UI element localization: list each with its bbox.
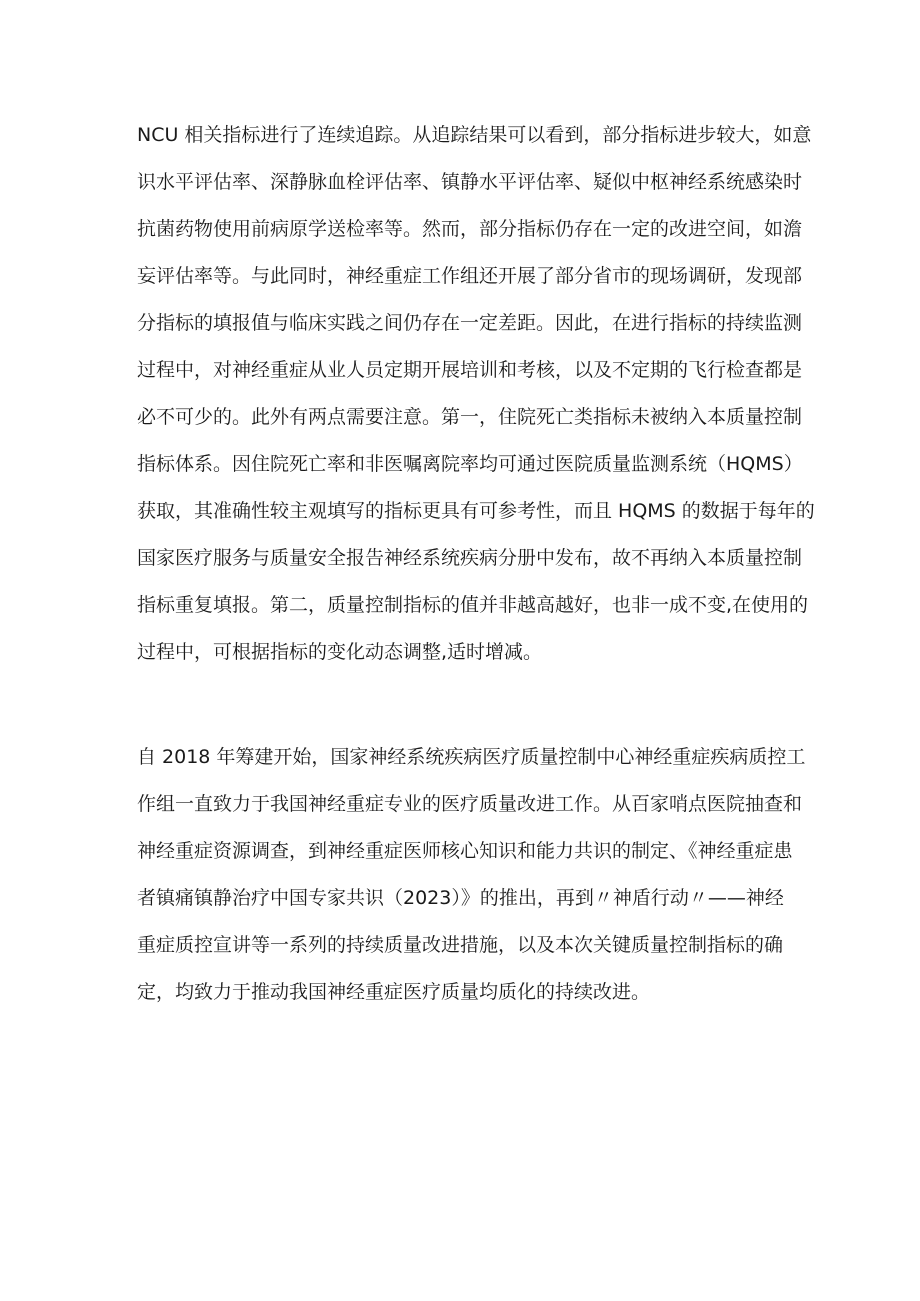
text-line: 自 2018 年筹建开始，国家神经系统疾病医疗质量控制中心神经重症疾病质控工 — [137, 746, 806, 768]
text-line: 国家医疗服务与质量安全报告神经系统疾病分册中发布，故不再纳入本质量控制 — [137, 547, 803, 569]
text-line: NCU 相关指标进行了连续追踪。从追踪结果可以看到，部分指标进步较大，如意 — [137, 124, 812, 146]
text-line: 定，均致力于推动我国神经重症医疗质量均质化的持续改进。 — [137, 981, 651, 1003]
text-line: 过程中，可根据指标的变化动态调整,适时增减。 — [137, 641, 543, 663]
text-line: 妄评估率等。与此同时，神经重症工作组还开展了部分省市的现场调研，发现部 — [137, 265, 803, 287]
text-line: 重症质控宣讲等一系列的持续质量改进措施，以及本次关键质量控制指标的确 — [137, 934, 784, 956]
text-line: 识水平评估率、深静脉血栓评估率、镇静水平评估率、疑似中枢神经系统感染时 — [137, 171, 803, 193]
paragraph-quality-improvement-summary — [137, 734, 837, 1016]
text-line: 者镇痛镇静治疗中国专家共识（2023）》的推出，再到〃神盾行动〃——神经 — [137, 887, 784, 909]
text-line: 指标重复填报。第二，质量控制指标的值并非越高越好，也非一成不变,在使用的 — [137, 594, 809, 616]
text-line: 作组一直致力于我国神经重症专业的医疗质量改进工作。从百家哨点医院抽查和 — [137, 793, 803, 815]
text-line: 分指标的填报值与临床实践之间仍存在一定差距。因此，在进行指标的持续监测 — [137, 312, 803, 334]
text-line: 抗菌药物使用前病原学送检率等。然而，部分指标仍存在一定的改进空间，如澹 — [137, 218, 803, 240]
text-line: 过程中，对神经重症从业人员定期开展培训和考核，以及不定期的飞行检查都是 — [137, 359, 803, 381]
text-line: 获取，其准确性较主观填写的指标更具有可参考性，而且 HQMS 的数据于每年的 — [137, 500, 815, 522]
text-line: 神经重症资源调查，到神经重症医师核心知识和能力共识的制定、《神经重症患 — [137, 840, 793, 862]
text-line: 必不可少的。此外有两点需要注意。第一，住院死亡类指标未被纳入本质量控制 — [137, 406, 803, 428]
text-line: 指标体系。因住院死亡率和非医嘱离院率均可通过医院质量监测系统（HQMS） — [137, 453, 803, 475]
paragraph-ncu-indicator-tracking — [137, 112, 837, 676]
